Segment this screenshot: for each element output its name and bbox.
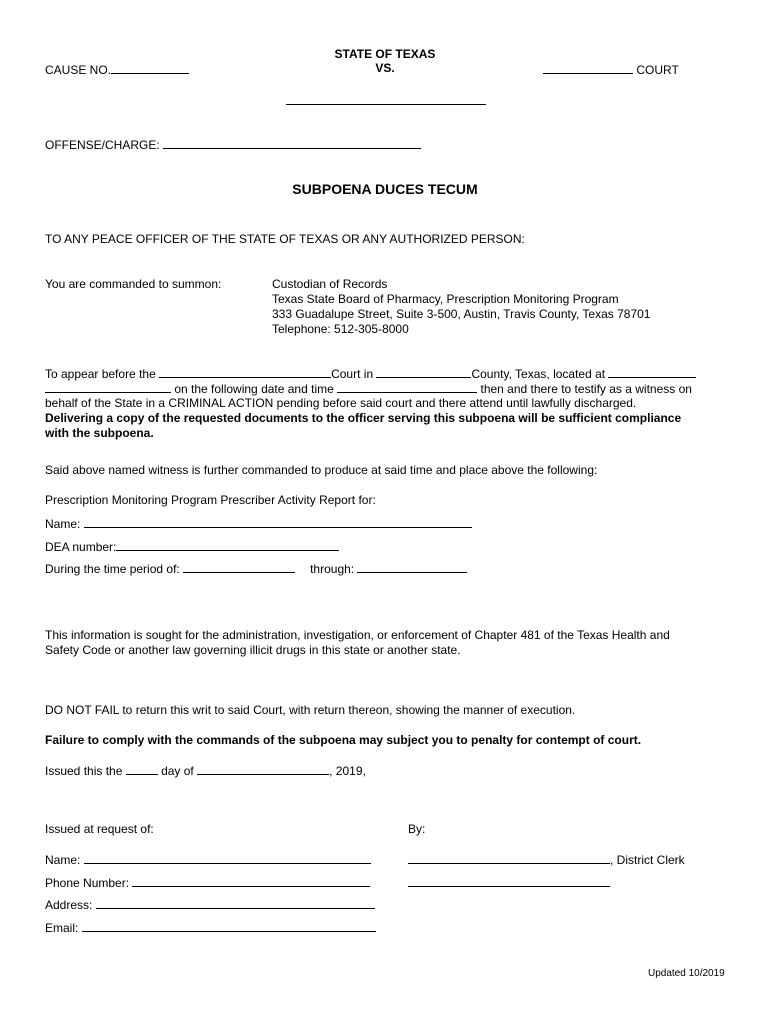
- versus-label: VS.: [375, 61, 395, 75]
- appear-text-1: To appear before the: [45, 367, 156, 381]
- report-name-field[interactable]: [45, 516, 472, 532]
- by-label: By:: [408, 822, 426, 836]
- court-blank[interactable]: [543, 62, 633, 74]
- period-start-blank[interactable]: [183, 561, 295, 573]
- issued-year-text: , 2019,: [329, 764, 366, 778]
- appear-text-5: then and there to testify as a witness on: [480, 382, 692, 396]
- cause-no-label: CAUSE NO.: [45, 63, 112, 77]
- info-line-1: This information is sought for the administration, investigation, or enforcement of Chapter 481 of the Texas Health and: [45, 628, 670, 642]
- request-label: Issued at request of:: [45, 822, 154, 836]
- address-label: Address:: [45, 898, 93, 912]
- location-blank[interactable]: [608, 366, 696, 378]
- phone-number-blank[interactable]: [132, 875, 370, 887]
- report-name-label: Name:: [45, 517, 81, 531]
- cause-no-field[interactable]: [45, 62, 189, 78]
- do-not-fail-line: DO NOT FAIL to return this writ to said Court, with return thereon, showing the manner of execution.: [45, 703, 576, 717]
- court-field[interactable]: [543, 62, 679, 78]
- time-period-field[interactable]: [45, 561, 467, 577]
- district-clerk-label: , District Clerk: [610, 853, 685, 867]
- phone-number-field[interactable]: [45, 875, 370, 891]
- appear-line-3: behalf of the State in a CRIMINAL ACTION pending before said court and there attend until lawfully discharged.: [45, 396, 637, 410]
- delivery-note-2: with the subpoena.: [45, 426, 154, 440]
- failure-warning: Failure to comply with the commands of the subpoena may subject you to penalty for contempt of court.: [45, 733, 642, 747]
- appear-line-1: [45, 366, 696, 382]
- document-title: SUBPOENA DUCES TECUM: [292, 181, 478, 197]
- issued-month-blank[interactable]: [197, 763, 329, 775]
- address-blank[interactable]: [96, 897, 375, 909]
- updated-date: Updated 10/2019: [648, 968, 725, 979]
- produce-line: Said above named witness is further commanded to produce at said time and place above the following:: [45, 463, 598, 477]
- summon-line-1: Custodian of Records: [272, 277, 388, 291]
- offense-charge-blank[interactable]: [163, 137, 421, 149]
- issued-day-blank[interactable]: [126, 763, 158, 775]
- date-time-blank[interactable]: [337, 381, 477, 393]
- cause-no-blank[interactable]: [111, 62, 189, 74]
- through-label: through:: [310, 562, 355, 576]
- summon-line-3: 333 Guadalupe Street, Suite 3-500, Austin, Travis County, Texas 78701: [272, 307, 651, 321]
- summon-line-4: Telephone: 512-305-8000: [272, 322, 409, 336]
- appear-line-2: [45, 381, 692, 397]
- request-name-blank[interactable]: [84, 852, 371, 864]
- report-heading: Prescription Monitoring Program Prescriber Activity Report for:: [45, 493, 376, 507]
- email-label: Email:: [45, 921, 79, 935]
- dea-number-label: DEA number:: [45, 540, 117, 554]
- request-name-label: Name:: [45, 853, 81, 867]
- info-line-2: Safety Code or another law governing illicit drugs in this state or another state.: [45, 643, 461, 657]
- address-field[interactable]: [45, 897, 375, 913]
- request-name-field[interactable]: [45, 852, 371, 868]
- issued-text-2: day of: [161, 764, 194, 778]
- email-field[interactable]: [45, 920, 376, 936]
- court-label: COURT: [636, 63, 679, 77]
- phone-number-label: Phone Number:: [45, 876, 130, 890]
- offense-charge-field[interactable]: [45, 137, 421, 153]
- time-period-label: During the time period of:: [45, 562, 180, 576]
- offense-charge-label: OFFENSE/CHARGE:: [45, 138, 160, 152]
- period-end-blank[interactable]: [357, 561, 467, 573]
- defendant-name-line[interactable]: [286, 104, 486, 105]
- addressee-line: TO ANY PEACE OFFICER OF THE STATE OF TEXAS OR ANY AUTHORIZED PERSON:: [45, 232, 525, 246]
- appear-text-3: County, Texas, located at: [471, 367, 606, 381]
- summon-label: You are commanded to summon:: [45, 277, 222, 291]
- clerk-signature-blank[interactable]: [408, 852, 610, 864]
- court-name-blank[interactable]: [159, 366, 331, 378]
- report-name-blank[interactable]: [84, 516, 472, 528]
- issued-date-line[interactable]: [45, 763, 366, 779]
- county-blank[interactable]: [376, 366, 471, 378]
- summon-line-2: Texas State Board of Pharmacy, Prescription Monitoring Program: [272, 292, 619, 306]
- dea-number-blank[interactable]: [116, 539, 339, 551]
- appear-text-4: on the following date and time: [174, 382, 334, 396]
- deputy-signature-line[interactable]: [408, 886, 610, 887]
- appear-text-2: Court in: [331, 367, 374, 381]
- clerk-field[interactable]: [408, 852, 685, 868]
- location-blank-2[interactable]: [45, 381, 171, 393]
- dea-number-field[interactable]: [45, 539, 339, 555]
- state-of-texas: STATE OF TEXAS: [334, 47, 436, 61]
- delivery-note-1: Delivering a copy of the requested documents to the officer serving this subpoena will be sufficient compliance: [45, 411, 682, 425]
- issued-text-1: Issued this the: [45, 764, 123, 778]
- email-blank[interactable]: [82, 920, 376, 932]
